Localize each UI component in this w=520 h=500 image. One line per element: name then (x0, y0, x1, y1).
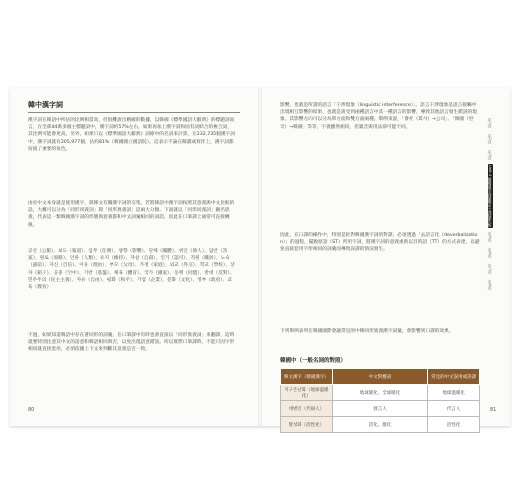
table-cell: 지구온난화（地球溫暖化） (281, 385, 333, 401)
table-cell: 活性化 (428, 417, 480, 433)
chapter-tab[interactable]: 第3課 (488, 149, 493, 161)
table-header-row (281, 369, 480, 385)
left-paragraph-3: 不過，如果知道韓語中存在著同形的詞彙，在口筆譯中有時也會直接以「同形異義詞」來翻譯，這時就要特別注意其中文的語意和韓語相同與否，以免出現語意錯誤。所以實際口筆譯時，不能只因字形相同就直接套用，必須依據上下文來判斷其意義是否一致。 (28, 333, 235, 353)
table-row (281, 417, 480, 433)
table-cell: 활성화（活性化） (281, 417, 333, 433)
right-paragraph-3: 下列舉例表列在韓國國際會議常見的中韓同形異義漢字詞彙，會影響到口譯的效果。 (280, 329, 454, 334)
chapter-tab-active[interactable]: Unit 4 韓國漢字詞彙與中文詞彙比較 (488, 165, 493, 227)
table-cell: 活化、激化 (332, 417, 428, 433)
chapter-tabs (488, 116, 502, 294)
left-page (10, 88, 258, 426)
chapter-tab[interactable]: 第6課 (488, 247, 493, 259)
right-paragraph-1: 影響，也就是所謂的語言「干涉現象（linguistic interference）」。語言干涉現象是語言接觸中出現相互影響的結果，也就是說受到兩種語言中其一種語言的影響，導致其他語言發生錯誤的現象。其影響方向可以分為單方面和雙方面兩種。舉例來說，「會社（회사）→公司」、「韓國（한국）→韓國」等等，字義雖然相同，但讀音與用法卻可能不同。 (280, 103, 477, 130)
table-row (281, 385, 480, 401)
table-caption: 韓國中（一般名詞的對照） (280, 358, 347, 364)
table-cell: 發言人 (332, 401, 428, 417)
table-header-cell: 常見的中文誤用或誤譯 (428, 369, 480, 385)
page-number-right: 81 (490, 407, 497, 413)
page-number-left: 80 (28, 407, 35, 413)
table-header-cell: 韓文漢字（韓國漢字） (281, 369, 333, 385)
left-paragraph-1: 漢字詞在韓語中所佔的比例相當高，但很難說出精確的數據，以韓國《標準國語大辭典》的標題詞而言，在全部44萬多個主標題詞中，漢字詞約57%左右，如果再加上漢字詞和固有詞結合的複合詞，其比例可能會更高。另外，如果只以《標準國語大辭典》詞條中的名詞來計算，在232,735個漢字詞中，漢字詞就有205,977個，佔約81%（韓國國立國語院）。這表示不論在閱讀或寫作上，漢字詞都扮演了重要的角色。 (28, 118, 235, 152)
chapter-tab[interactable]: 第8課 (488, 279, 493, 291)
left-paragraph-2: 由於中文本身就是使用漢字，與韓文有關漢字詞的交集，若將韓語中漢字詞按照其意義與中文比較的話，大概可以分為「同形同義詞」與「同形異義詞」這兩大分類。下面就以「同形同義詞」顯名思義，代表這一類韓國漢字詞的形態與意義都和中文詞彙相同的詞語，因此在口筆譯上通常可直接轉換。 (28, 201, 235, 228)
section-title: 韓中漢字詞 (28, 100, 240, 113)
table-cell: 地球暖化、全球暖化 (332, 385, 428, 401)
chapter-tab[interactable]: 第1課 (488, 117, 493, 129)
table-cell: 地球溫暖化 (428, 385, 480, 401)
chapter-tab[interactable]: 第2課 (488, 133, 493, 145)
chapter-tab[interactable]: 第7課 (488, 263, 493, 275)
table-header-cell: 中文對應詞 (332, 369, 428, 385)
table-row (281, 401, 480, 417)
table-cell: 代言人 (428, 401, 480, 417)
chapter-tab[interactable]: 第5課 (488, 231, 493, 243)
table-cell: 대변인（代辯人） (281, 401, 333, 417)
comparison-table (280, 368, 480, 433)
right-paragraph-2: 因此，在口譯的操作中，特別是針對韓國漢字詞的對譯，必須透過「去語言化（deverbalization）」的過程，擺脫原語（ST）所用字詞，將漢字詞的意義重新以目的語（TT）的方式表達，以避免直接套用字形相同的詞彙而導致誤譯的情況發生。 (280, 233, 480, 253)
book-spread (10, 88, 510, 426)
vocab-list: 공산（公館）、보도（報道）、입무（任務）、양향（影響）、단체（團體）、위인（偉人）、답안（答案）、원로（原路）、인류（人類）、유지（維持）、자살（自殺）、인기（認可）、직원（職員）、노숙（露宿）、자신（自信）、이유（理由）、부모（父母）、가정（家庭）、외교（外交）、학교（學校）、상자（箱子）、공중（空中）、기반（基盤）、체육（體育）、국가（國家）、동맹（同盟）、반대（反對）、민주주의（民主主義）、자유（自由）、평화（和平）、기업（企業）、문화（文化）、정부（政府）、교육（教育） (28, 249, 235, 291)
right-page (262, 88, 510, 426)
